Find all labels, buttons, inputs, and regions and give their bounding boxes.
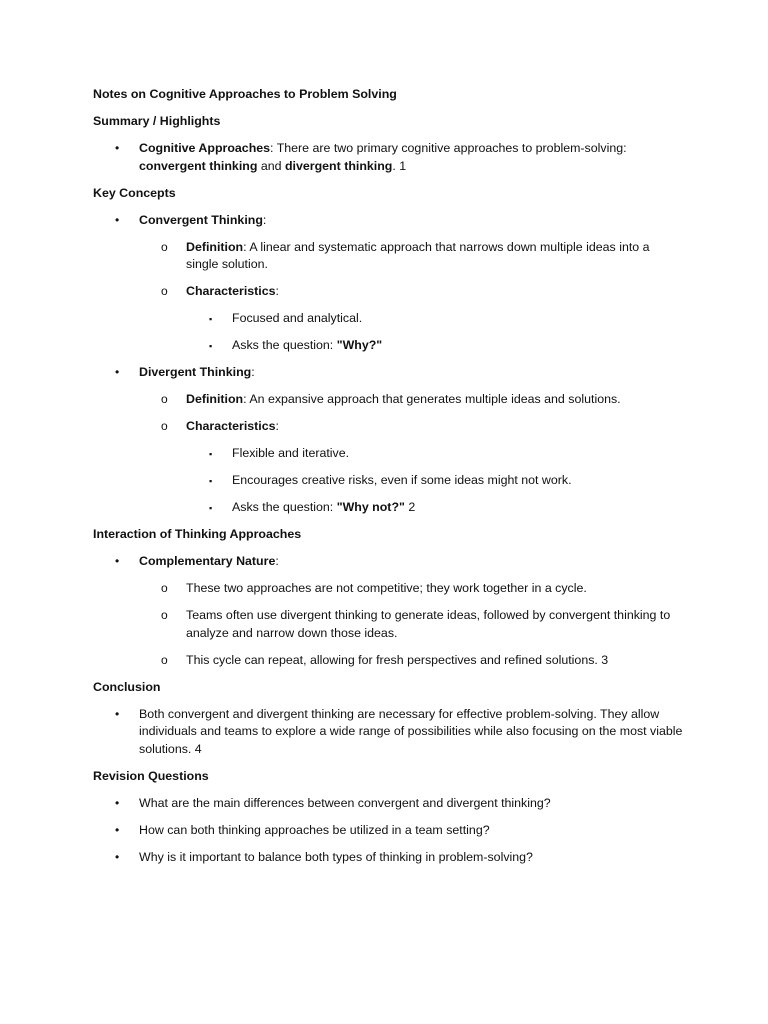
bullet-marker: •	[115, 706, 120, 721]
convergent-item: • Convergent Thinking:	[93, 212, 683, 230]
bullet-marker: •	[115, 365, 120, 379]
bullet-marker: •	[115, 822, 120, 837]
conclusion-list	[93, 706, 683, 759]
conclusion-item: • Both convergent and divergent thinking are necessary for effective problem-solving. They allow individuals and teams to explore a wide range of possibilities while also focusing on the most viable solutions. 4	[115, 706, 683, 756]
square-marker: ▪	[209, 503, 213, 513]
conclusion-heading: Conclusion	[93, 679, 161, 694]
summary-list	[93, 140, 683, 175]
divergent-char-3: ▪ Asks the question: "Why not?" 2	[93, 499, 683, 517]
convergent-char-1: ▪ Focused and analytical.	[93, 310, 683, 328]
interaction-item-1: o These two approaches are not competitive; they work together in a cycle.	[93, 580, 683, 598]
divergent-char-2: ▪ Encourages creative risks, even if some ideas might not work.	[93, 472, 683, 490]
summary-heading: Summary / Highlights	[93, 114, 221, 128]
interaction-item-3: o This cycle can repeat, allowing for fresh perspectives and refined solutions. 3	[93, 652, 683, 670]
bullet-marker: •	[115, 795, 120, 810]
divergent-characteristics: o Characteristics:	[93, 418, 683, 436]
revision-question-1: • What are the main differences between convergent and divergent thinking?	[93, 795, 683, 813]
summary-item-label: Cognitive Approaches	[139, 141, 271, 155]
circle-marker: o	[161, 284, 168, 298]
interaction-list	[93, 553, 683, 669]
bullet-marker: •	[115, 554, 120, 568]
interaction-item-2: o Teams often use divergent thinking to generate ideas, followed by convergent thinking to analyze and narrow down those ideas.	[161, 608, 671, 640]
circle-marker: o	[161, 239, 168, 254]
square-marker: ▪	[209, 476, 213, 486]
circle-marker: o	[161, 581, 168, 595]
convergent-char-2: ▪ Asks the question: "Why?"	[93, 337, 683, 355]
revision-question-3: • Why is it important to balance both types of thinking in problem-solving?	[93, 849, 683, 867]
circle-marker: o	[161, 608, 168, 622]
interaction-heading: Interaction of Thinking Approaches	[93, 527, 302, 541]
circle-marker: o	[161, 392, 168, 406]
divergent-definition: o Definition: An expansive approach that generates multiple ideas and solutions.	[93, 391, 683, 409]
divergent-item: • Divergent Thinking:	[93, 364, 683, 382]
bullet-marker: •	[115, 849, 120, 864]
document-page	[93, 86, 683, 876]
divergent-char-1: ▪ Flexible and iterative.	[93, 445, 683, 463]
square-marker: ▪	[209, 449, 213, 459]
bullet-marker: •	[115, 141, 120, 155]
revision-list	[93, 795, 683, 867]
convergent-characteristics: o Characteristics:	[93, 283, 683, 301]
revision-heading: Revision Questions	[93, 768, 209, 783]
circle-marker: o	[161, 652, 168, 667]
convergent-definition: o Definition: A linear and systematic approach that narrows down multiple ideas into a single solution.	[161, 239, 650, 271]
document-title: Notes on Cognitive Approaches to Problem Solving	[93, 87, 397, 101]
circle-marker: o	[161, 419, 168, 433]
square-marker: ▪	[209, 341, 213, 351]
square-marker: ▪	[209, 314, 213, 324]
bullet-marker: •	[115, 212, 120, 227]
complementary-item: • Complementary Nature:	[93, 553, 683, 571]
key-concepts-list	[93, 212, 683, 517]
key-concepts-heading: Key Concepts	[93, 185, 176, 200]
revision-question-2: • How can both thinking approaches be utilized in a team setting?	[93, 822, 683, 840]
summary-item: • Cognitive Approaches: There are two primary cognitive approaches to problem-solving: convergent thinking and divergent thinking. 1	[115, 141, 627, 173]
